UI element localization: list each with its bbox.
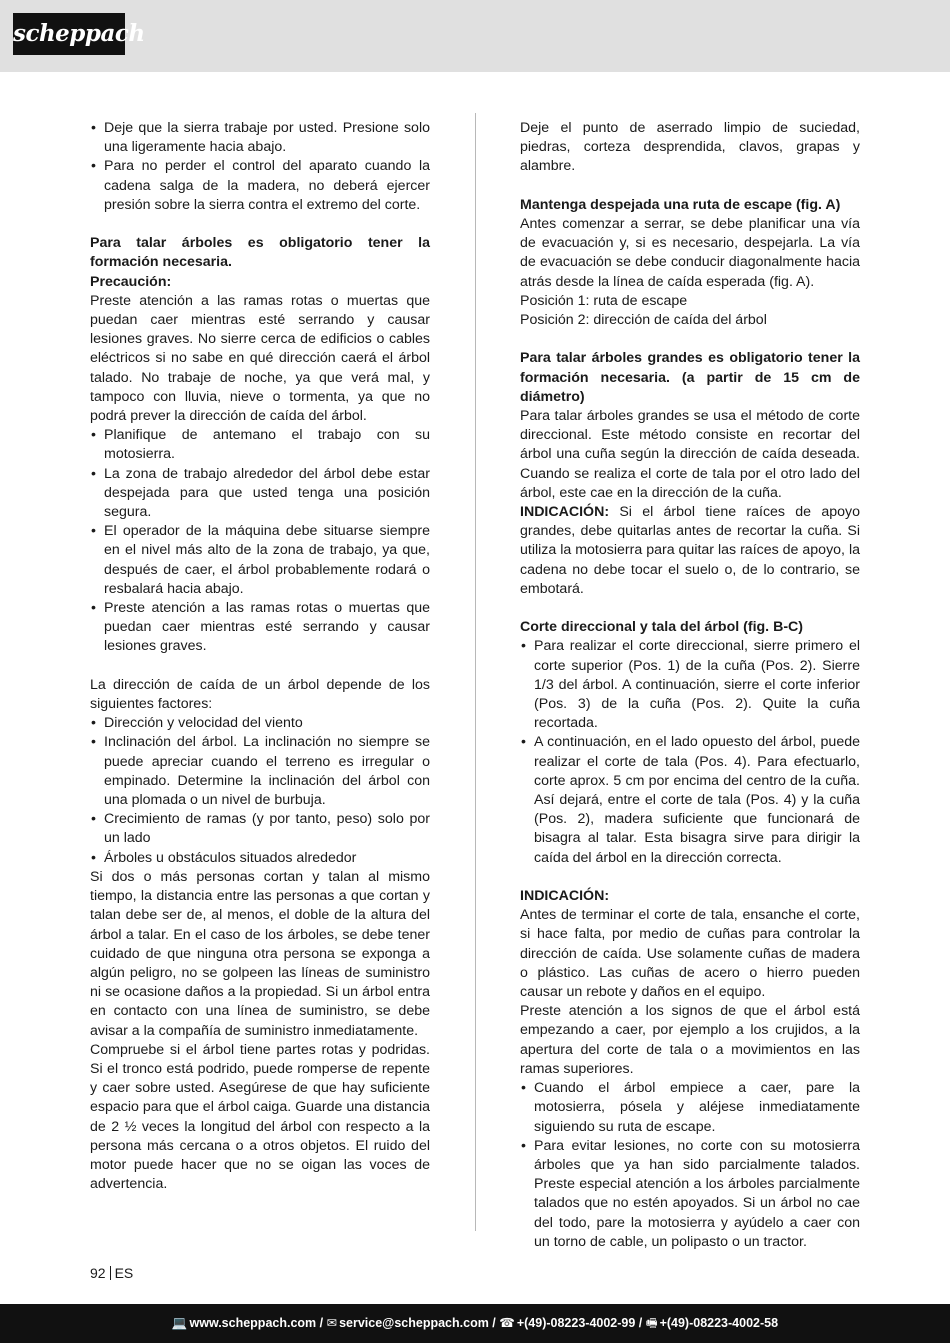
footer-fax: +(49)-08223-4002-58 <box>659 1316 779 1330</box>
body-paragraph: Posición 2: dirección de caída del árbol <box>520 312 767 329</box>
column-divider <box>475 113 476 1231</box>
body-paragraph: Antes de terminar el corte de tala, ensanche el corte, si hace falta, por medio de cuñas para controlar la dirección de caída. Use solamente cuñas de madera o plástico. Las cuñas de acero o hierro pueden causar un rebote y daños en el equipo. <box>520 907 860 1001</box>
body-paragraph: Preste atención a los signos de que el árbol está empezando a caer, por ejemplo a los crujidos, a la apertura del corte de tala o a movimientos en las ramas superiores. <box>520 1003 860 1077</box>
note-paragraph <box>520 503 860 599</box>
paragraph-gap <box>520 330 860 349</box>
fax-icon: 🖷 <box>645 1316 658 1330</box>
body-paragraph: Antes comenzar a serrar, se debe planificar una vía de evacuación y, si es necesario, despejarla. La vía de evacuación se debe conducir diagonalmente hacia atrás desde la línea de caída esperada (fig. A). <box>520 216 860 290</box>
section-heading: INDICACIÓN: <box>520 888 610 905</box>
paragraph-gap <box>90 657 430 676</box>
telephone-icon: ☎ <box>499 1316 515 1330</box>
page-header <box>0 0 950 72</box>
list-item: • La zona de trabajo alrededor del árbol debe estar despejada para que usted tenga una posición segura. <box>90 465 430 523</box>
list-item: • Inclinación del árbol. La inclinación no siempre se puede apreciar cuando el terreno es irregular o empinado. Determine la inclinación del árbol con una plomada o un nivel de burbuja. <box>90 733 430 810</box>
right-column <box>520 119 860 1252</box>
footer-separator: / <box>316 1316 327 1330</box>
bullet-list <box>520 637 860 867</box>
list-item: • El operador de la máquina debe situarse siempre en el nivel más alto de la zona de trabajo, ya que, después de caer, el árbol probablemente rodará o resbalará hacia abajo. <box>90 522 430 599</box>
footer-separator: / <box>635 1316 646 1330</box>
note-label: INDICACIÓN: <box>520 504 610 521</box>
body-paragraph: Si dos o más personas cortan y talan al mismo tiempo, la distancia entre las personas a que cortan y talan debe ser de, al menos, el doble de la altura del árbol a talar. En el caso de los árboles, se debe tener cuidado de que ninguna otra persona se exponga a algún peligro, no se golpeen las líneas de suministro ni se ocasione daños a la propiedad. Si un árbol entra en contacto con una línea de suministro, se debe avisar a la compañía de suministro inmediatamente. <box>90 868 430 1039</box>
list-item: • A continuación, en el lado opuesto del árbol, puede realizar el corte de tala (Pos. 4). Para efectuarlo, corte aprox. 5 cm por encima del centro de la cuña. Así dejará, entre el corte de tala (Pos. 4) y la cuña (Pos. 2), madera suficiente que funcionará de bisagra al talar. Esta bisagra sirve para dirigir la caída del árbol en la dirección correcta. <box>520 733 860 867</box>
bullet-list <box>90 119 430 215</box>
page-number <box>90 1264 133 1282</box>
list-item: • Árboles u obstáculos situados alrededor <box>90 849 430 868</box>
envelope-icon: ✉ <box>326 1316 338 1330</box>
footer-email[interactable]: service@scheppach.com <box>339 1316 489 1330</box>
body-paragraph: Posición 1: ruta de escape <box>520 292 688 309</box>
bullet-list <box>520 1079 860 1252</box>
language-code: ES <box>114 1265 134 1281</box>
list-item: • Para evitar lesiones, no corte con su motosierra árboles que ya han sido parcialmente talados. Preste especial atención a los árboles parcialmente talados que no estén apoyados. Si un árbol no cae del todo, pare la motosierra y ayúdelo a caer con un torno de cable, un polipasto o un tractor. <box>520 1137 860 1252</box>
section-heading: Para talar árboles grandes es obligatorio tener la formación necesaria. (a partir de 15 cm de diámetro) <box>520 350 860 405</box>
note-text: Si el árbol tiene raíces de apoyo grandes, debe quitarlas antes de recortar la cuña. Si utiliza la motosierra para quitar las raíces de apoyo, la cadena no debe tocar el suelo o, de lo contrario, se embotará. <box>520 504 860 597</box>
page-footer <box>0 1304 950 1343</box>
list-item: • Deje que la sierra trabaje por usted. Presione solo una ligeramente hacia abajo. <box>90 119 430 157</box>
footer-phone: +(49)-08223-4002-99 <box>516 1316 636 1330</box>
paragraph-gap <box>90 215 430 234</box>
scheppach-logo: scheppach <box>13 13 125 55</box>
body-paragraph: Deje el punto de aserrado limpio de suciedad, piedras, corteza desprendida, clavos, grapas y alambre. <box>520 120 860 175</box>
list-item: • Para no perder el control del aparato cuando la cadena salga de la madera, no deberá ejercer presión sobre la sierra contra el extremo del corte. <box>90 157 430 215</box>
section-heading: Para talar árboles es obligatorio tener la formación necesaria. <box>90 235 430 271</box>
list-item: • Preste atención a las ramas rotas o muertas que puedan caer mientras esté serrando y causar lesiones graves. <box>90 599 430 657</box>
footer-separator: / <box>488 1316 500 1330</box>
section-heading: Corte direccional y tala del árbol (fig. B-C) <box>520 619 804 636</box>
computer-icon: 💻 <box>171 1316 188 1330</box>
bullet-list <box>90 426 430 656</box>
list-item: • Cuando el árbol empiece a caer, pare la motosierra, pósela y aléjese inmediatamente siguiendo su ruta de escape. <box>520 1079 860 1137</box>
page-number-value: 92 <box>90 1265 106 1281</box>
body-paragraph: Preste atención a las ramas rotas o muertas que puedan caer mientras esté serrando y causar lesiones graves. No sierre cerca de edificios o cables eléctricos si no sabe en qué dirección caerá el árbol talado. No trabaje de noche, ya que verá mal, y tampoco con lluvia, nieve o tormenta, ya que no podrá prever la dirección de caída del árbol. <box>90 292 430 425</box>
body-paragraph: Compruebe si el árbol tiene partes rotas y podridas. Si el tronco está podrido, puede romperse de repente y caer sobre usted. Asegúrese de que hay suficiente espacio para que el árbol caiga. Guarde una distancia de 2 ½ veces la longitud del árbol con respecto a la persona más cercana o a otros objetos. El ruido del motor puede hacer que no se oigan las voces de advertencia. <box>90 1041 430 1193</box>
list-item: • Dirección y velocidad del viento <box>90 714 430 733</box>
section-heading: Mantenga despejada una ruta de escape (fig. A) <box>520 196 841 213</box>
bullet-list <box>90 714 430 868</box>
paragraph-gap <box>520 177 860 196</box>
paragraph-gap <box>520 599 860 618</box>
footer-website[interactable]: www.scheppach.com <box>189 1316 317 1330</box>
body-paragraph: La dirección de caída de un árbol depende de los siguientes factores: <box>90 676 430 713</box>
section-heading: Precaución: <box>90 273 172 290</box>
list-item: • Crecimiento de ramas (y por tanto, peso) solo por un lado <box>90 810 430 848</box>
list-item: • Para realizar el corte direccional, sierre primero el corte superior (Pos. 1) de la cuña (Pos. 2). Sierre 1/3 del árbol. A continuación, sierre el corte inferior (Pos. 3) de la cuña (Pos. 2). Quite la cuña recortada. <box>520 637 860 733</box>
body-paragraph: Para talar árboles grandes se usa el método de corte direccional. Este método consiste en recortar del árbol una cuña según la dirección de caída deseada. Cuando se realiza el corte de tala por el otro lado del árbol, este cae en la dirección de la cuña. <box>520 408 860 501</box>
page-number-separator <box>110 1266 111 1280</box>
paragraph-gap <box>520 868 860 887</box>
list-item: • Planifique de antemano el trabajo con su motosierra. <box>90 426 430 464</box>
left-column <box>90 119 430 1194</box>
